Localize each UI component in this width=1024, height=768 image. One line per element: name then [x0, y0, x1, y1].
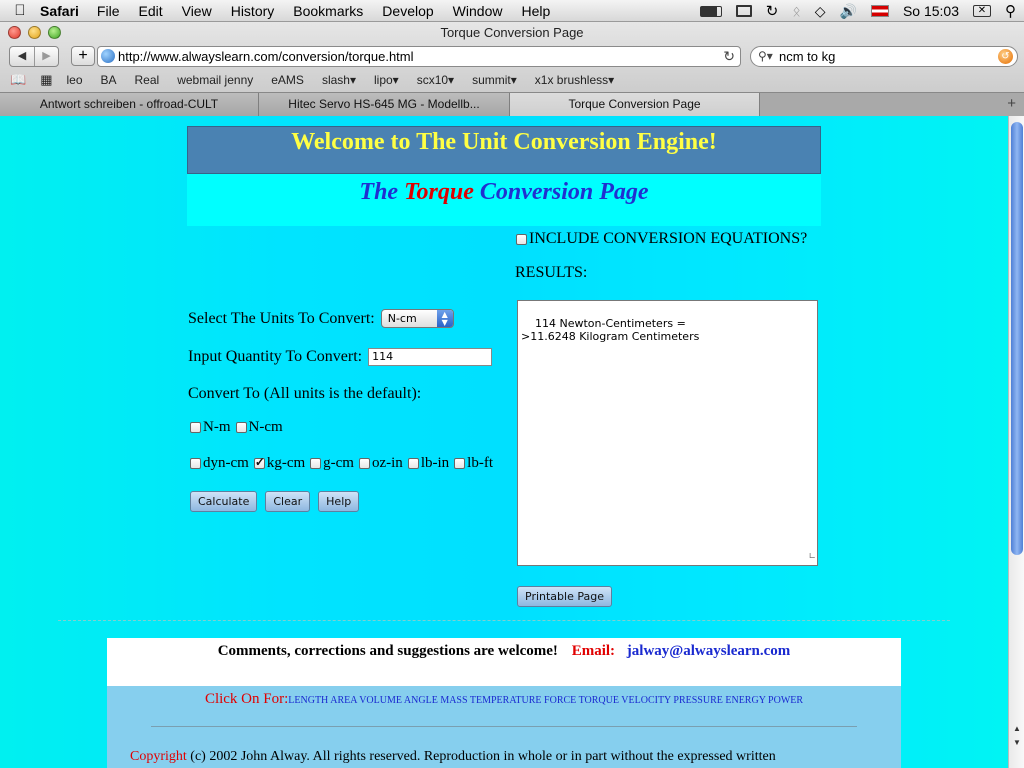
bluetooth-icon[interactable]: ᛟ [792, 3, 801, 19]
add-bookmark-button[interactable]: + [71, 46, 95, 66]
bookmark-item[interactable]: leo [66, 73, 83, 87]
select-arrows-icon: ▲ ▼ [437, 310, 453, 327]
menu-help[interactable]: Help [521, 2, 551, 19]
action-buttons [190, 491, 359, 512]
reading-list-icon[interactable]: 📖 [10, 72, 27, 87]
lb-ft-label: lb-ft [467, 455, 493, 471]
email-label: Email: [571, 643, 616, 659]
subtitle-rest: Conversion Page [479, 179, 649, 205]
units-checkbox-row-1 [190, 419, 288, 436]
unit-option-lb-ft[interactable] [454, 455, 493, 472]
menu-window[interactable]: Window [452, 2, 503, 19]
status-area [700, 0, 1016, 22]
menu-history[interactable]: History [230, 2, 275, 19]
window-titlebar [0, 22, 1024, 43]
footer-divider [151, 726, 857, 727]
menubar [0, 0, 1024, 22]
tab-torque-conversion[interactable]: Torque Conversion Page [510, 93, 760, 116]
copyright-line [130, 749, 776, 765]
globe-icon [101, 49, 115, 63]
bookmark-item[interactable]: eAMS [271, 73, 304, 87]
menubar-clock[interactable]: So 15:03 [902, 3, 959, 19]
top-sites-grid-icon[interactable]: ▦ [40, 72, 53, 87]
scroll-up-arrow-icon[interactable]: ▲ [1013, 724, 1021, 733]
bookmark-folder[interactable]: slash▾ [321, 73, 356, 87]
n-m-checkbox[interactable] [190, 422, 201, 433]
resize-grip-icon[interactable]: ∟ [808, 552, 816, 562]
comments-box [107, 638, 901, 686]
close-window-button[interactable] [8, 26, 21, 39]
bookmarks-bar [0, 69, 1024, 91]
n-cm-label: N-cm [248, 419, 283, 435]
units-checkbox-row-2 [190, 455, 498, 472]
include-equations-checkbox[interactable] [516, 234, 527, 245]
quantity-input[interactable]: 114 [368, 348, 492, 366]
spotlight-search-icon[interactable]: ⚲ [1005, 3, 1016, 20]
units-select[interactable] [381, 309, 454, 328]
results-textarea[interactable] [517, 300, 818, 566]
unit-option-n-m[interactable] [190, 419, 231, 436]
input-quantity-row [188, 348, 492, 366]
tab-offroad-cult[interactable]: Antwort schreiben - offroad-CULT [0, 93, 259, 116]
sync-icon[interactable]: ✕ [973, 5, 991, 17]
zoom-window-button[interactable] [48, 26, 61, 39]
web-page [0, 116, 1008, 768]
select-units-label: Select The Units To Convert: [188, 309, 375, 327]
printable-page-wrapper [517, 586, 612, 607]
kg-cm-checkbox[interactable] [254, 458, 265, 469]
forward-arrow-icon[interactable]: ▶ [34, 47, 58, 66]
kg-cm-label: kg-cm [266, 455, 306, 471]
volume-icon[interactable]: 🔊 [839, 2, 857, 19]
n-m-label: N-m [203, 419, 231, 435]
bookmark-folder[interactable]: x1x brushless▾ [534, 73, 615, 87]
unit-option-g-cm[interactable] [310, 455, 354, 472]
select-units-row [188, 309, 454, 328]
divider [58, 620, 950, 621]
page-subtitle [187, 174, 821, 226]
tab-hitec-servo[interactable]: Hitec Servo HS-645 MG - Modellb... [259, 93, 510, 116]
unit-option-n-cm[interactable] [236, 419, 283, 436]
copyright-text: (c) 2002 John Alway. All rights reserved. Reproduction in whole or in part without the expressed written [190, 749, 776, 764]
scroll-down-arrow-icon[interactable]: ▼ [1013, 738, 1021, 747]
display-icon[interactable] [736, 5, 752, 17]
battery-icon[interactable] [700, 6, 722, 17]
calculate-button[interactable]: Calculate [190, 491, 257, 512]
minimize-window-button[interactable] [28, 26, 41, 39]
lb-ft-checkbox[interactable] [454, 458, 465, 469]
subtitle-the: The [359, 179, 399, 205]
window-title: Torque Conversion Page [440, 25, 584, 40]
browser-toolbar [0, 43, 1024, 69]
bookmark-folder[interactable]: summit▾ [472, 73, 517, 87]
new-tab-plus-icon[interactable]: + [1007, 95, 1016, 112]
dyn-cm-checkbox[interactable] [190, 458, 201, 469]
apple-menu-icon[interactable] [0, 2, 40, 19]
search-bar[interactable] [750, 46, 1018, 67]
bookmark-item[interactable]: Real [134, 73, 160, 87]
lb-in-checkbox[interactable] [408, 458, 419, 469]
dyn-cm-label: dyn-cm [203, 455, 249, 471]
subtitle-torque: Torque [404, 179, 474, 205]
menu-bookmarks[interactable]: Bookmarks [293, 2, 364, 19]
vertical-scrollbar[interactable] [1008, 116, 1024, 768]
g-cm-checkbox[interactable] [310, 458, 321, 469]
lb-in-label: lb-in [420, 455, 450, 471]
menu-file[interactable]: File [96, 2, 120, 19]
unit-option-kg-cm[interactable] [254, 455, 305, 472]
browser-chrome [0, 22, 1024, 116]
oz-in-checkbox[interactable] [359, 458, 370, 469]
menu-edit[interactable]: Edit [138, 2, 163, 19]
unit-option-dyn-cm[interactable] [190, 455, 249, 472]
results-text: 114 Newton-Centimeters = >11.6248 Kilogram Centimeters [521, 317, 700, 343]
search-icon: ⚲▾ [758, 49, 773, 63]
email-link[interactable]: jalway@alwayslearn.com [626, 643, 791, 659]
include-equations-label: INCLUDE CONVERSION EQUATIONS? [529, 230, 808, 247]
address-url: http://www.alwayslearn.com/conversion/torque.html [118, 49, 414, 64]
back-forward-group [9, 46, 59, 67]
printable-page-button[interactable]: Printable Page [517, 586, 612, 607]
bookmark-item[interactable]: webmail jenny [177, 73, 254, 87]
search-query: ncm to kg [779, 49, 836, 64]
input-quantity-label: Input Quantity To Convert: [188, 348, 363, 365]
click-on-label: Click On For: [204, 691, 289, 707]
click-on-row [107, 688, 901, 712]
menu-app-safari[interactable]: Safari [40, 2, 79, 19]
page-banner: Welcome to The Unit Conversion Engine! [187, 126, 821, 174]
window-controls [8, 26, 61, 39]
back-arrow-icon[interactable]: ◀ [17, 50, 27, 62]
address-bar[interactable] [97, 46, 741, 67]
snapback-icon[interactable]: ↺ [998, 49, 1013, 64]
menu-develop[interactable]: Develop [382, 2, 434, 19]
reload-icon[interactable]: ↻ [723, 48, 735, 64]
comments-text: Comments, corrections and suggestions are welcome! [217, 643, 558, 659]
units-select-value: N-cm [387, 312, 417, 325]
include-equations-row [516, 230, 807, 248]
unit-option-lb-in[interactable] [408, 455, 449, 472]
time-machine-icon[interactable]: ↻ [765, 3, 779, 20]
bookmark-folder[interactable]: scx10▾ [416, 73, 455, 87]
n-cm-checkbox[interactable] [236, 422, 247, 433]
oz-in-label: oz-in [371, 455, 403, 471]
menu-view[interactable]: View [181, 2, 212, 19]
bookmark-folder[interactable]: lipo▾ [373, 73, 399, 87]
copyright-link[interactable]: Copyright [130, 749, 187, 764]
scrollbar-thumb[interactable] [1011, 122, 1023, 555]
input-source-flag-icon[interactable] [871, 5, 889, 17]
g-cm-label: g-cm [323, 455, 354, 471]
clear-button[interactable]: Clear [265, 491, 310, 512]
results-label: RESULTS: [515, 264, 588, 281]
bookmark-item[interactable]: BA [100, 73, 117, 87]
wifi-icon[interactable]: ◇ [814, 2, 826, 19]
unit-option-oz-in[interactable] [359, 455, 403, 472]
footer-category-links[interactable]: LENGTH AREA VOLUME ANGLE MASS TEMPERATURE FORCE TORQUE VELOCITY PRESSURE ENERGY POWER [288, 695, 804, 706]
convert-to-label: Convert To (All units is the default): [188, 385, 422, 402]
tab-bar [0, 92, 1024, 116]
help-button[interactable]: Help [318, 491, 359, 512]
